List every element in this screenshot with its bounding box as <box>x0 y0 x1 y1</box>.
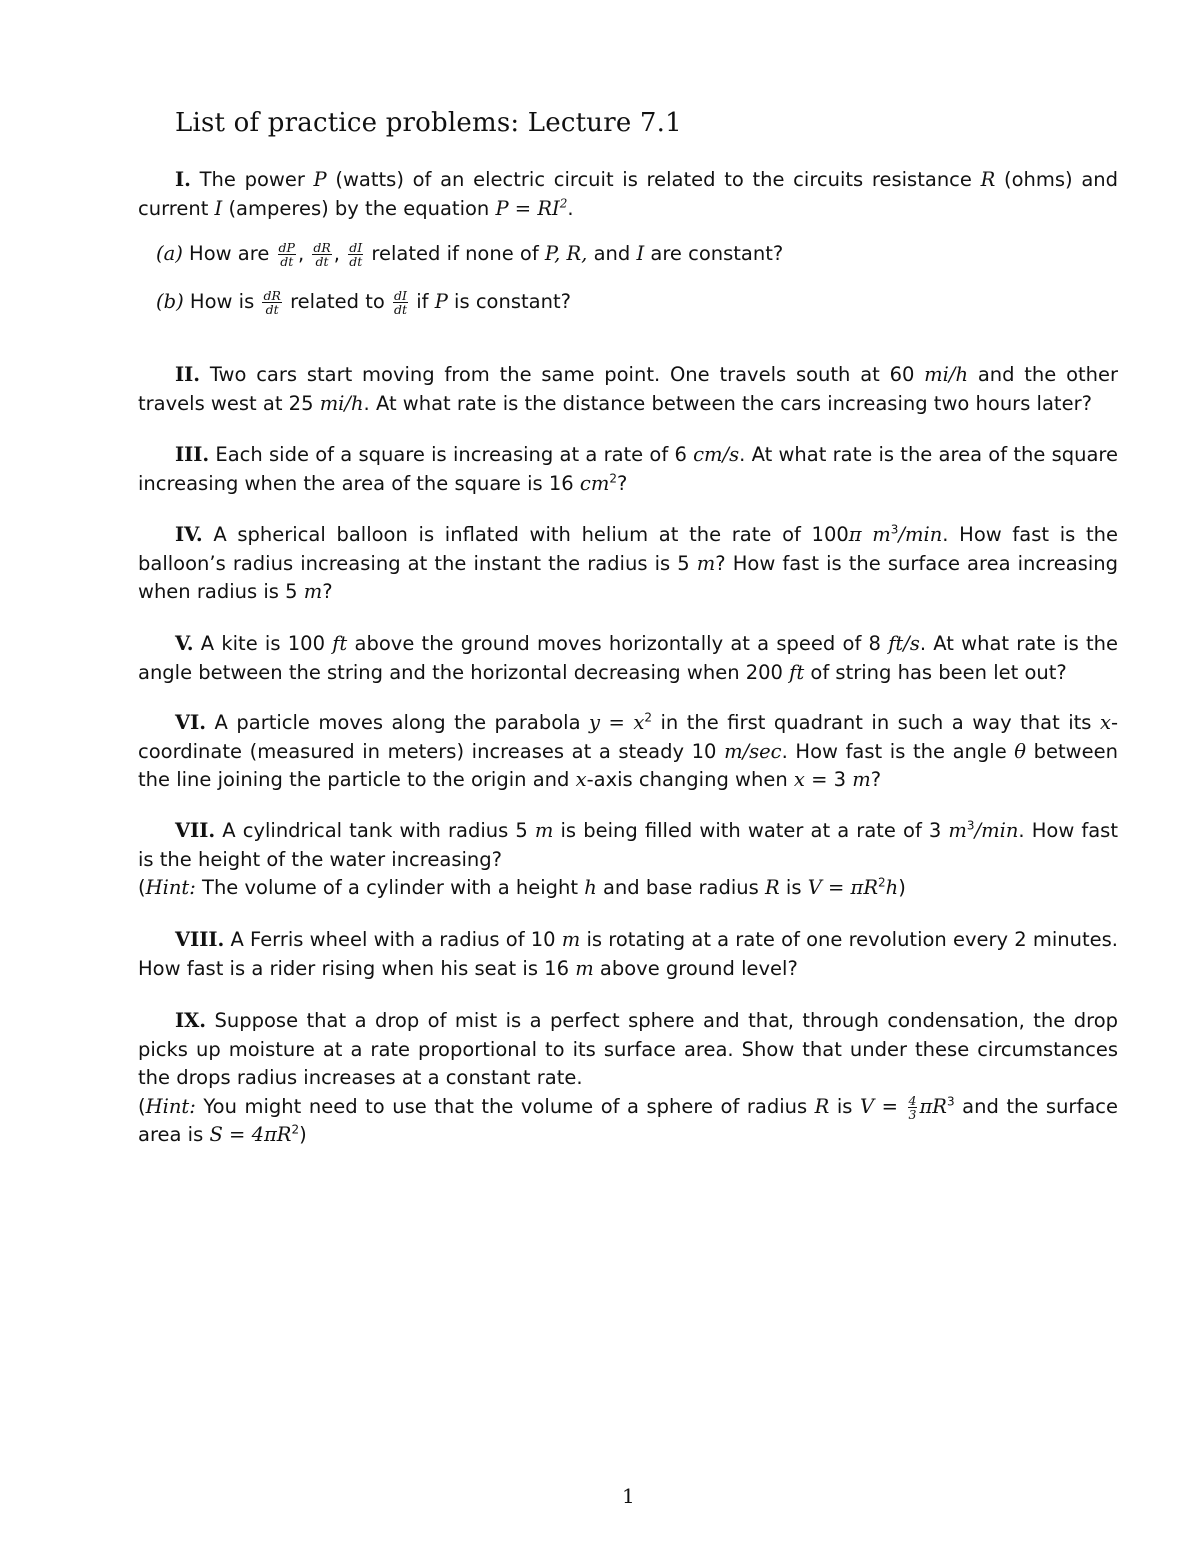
problem-1-part-b: (b) How is $\frac{dR}{dt}$ related to $\frac{dI}{dt}$ if P is constant? <box>156 288 571 317</box>
problem-4: IV. A spherical balloon is inflated with helium at the rate of 100π $m^3/\min$. How fast is the balloon’s radius increasing at the instant the radius is 5 m? How fast is the surface area increasing when radius is 5 m? <box>138 522 1118 603</box>
problem-number: III. <box>175 443 210 466</box>
part-label: (a) <box>156 242 183 265</box>
problem-8: VIII. A Ferris wheel with a radius of 10 m is rotating at a rate of one revolution every 2 minutes. How fast is a rider rising when his seat is 16 m above ground level? <box>138 928 1119 980</box>
problem-1-statement: I. The power P (watts) of an electric circuit is related to the circuits resistance R (ohms) and current I (amperes) by the equation $P = RI^2$. <box>138 168 1119 220</box>
problem-1-part-a: (a) How are $\frac{dP}{dt}$ , $\frac{dR}{dt}$ , $\frac{dI}{dt}$ related if none of P, R, and I are constant? <box>156 240 784 269</box>
problem-9: IX. Suppose that a drop of mist is a perfect sphere and that, through condensation, the drop picks up moisture at a rate proportional to its surface area. Show that under these circumstances the drops radius increases at a constant rate. (Hint: You might need to use that the volume of a sphere of radius R is V = $\frac{4}{3}$ $\pi R^3$ and the surface area is $S = 4\pi R^2$) <box>138 1007 1118 1150</box>
part-label: (b) <box>156 290 184 313</box>
fraction: $\frac{dR}{dt}$ <box>313 240 331 269</box>
problem-number: VIII. <box>175 928 225 951</box>
fraction: $\frac{dR}{dt}$ <box>263 288 281 317</box>
page-title: List of practice problems: Lecture 7.1 <box>175 108 682 138</box>
fraction: $\frac{dP}{dt}$ <box>278 240 295 269</box>
problem-number: IV. <box>175 523 203 546</box>
problem-1 <box>138 166 1118 223</box>
hint: (Hint: The volume of a cylinder with a height h and base radius R is $V = \pi R^2h$) <box>138 875 906 899</box>
problem-number: I. <box>175 168 191 191</box>
problem-5: V. A kite is 100 ft above the ground moves horizontally at a speed of 8 ft/s. At what rate is the angle between the string and the horizontal decreasing when 200 ft of string has been let out? <box>138 632 1118 684</box>
problem-2: II. Two cars start moving from the same point. One travels south at 60 mi/h and the other travels west at 25 mi/h. At what rate is the distance between the cars increasing two hours later? <box>138 363 1119 415</box>
problem-number: VII. <box>175 819 216 842</box>
problem-number: II. <box>175 363 201 386</box>
hint: (Hint: You might need to use that the volume of a sphere of radius R is V = $\frac{4}{3}$ $\pi R^3$ and the surface area is $S = 4\pi R^2$) <box>138 1092 1118 1146</box>
problem-6: VI. A particle moves along the parabola $y = x^2$ in the first quadrant in such a way that its x-coordinate (measured in meters) increases at a steady 10 m/sec. How fast is the angle θ between the line joining the particle to the origin and x-axis changing when x = 3 m? <box>138 710 1119 791</box>
problem-number: V. <box>175 632 194 655</box>
page-number: 1 <box>622 1484 635 1508</box>
problem-number: IX. <box>175 1009 207 1032</box>
fraction: $\frac{4}{3}$ <box>908 1092 917 1122</box>
fraction: $\frac{dI}{dt}$ <box>349 240 363 269</box>
fraction: $\frac{dI}{dt}$ <box>394 288 408 317</box>
problem-7: VII. A cylindrical tank with radius 5 m is being filled with water at a rate of 3 $m^3/\min$. How fast is the height of the water increasing? (Hint: The volume of a cylinder with a height h and base radius R is $V = \pi R^2h$) <box>138 817 1118 903</box>
problem-3: III. Each side of a square is increasing at a rate of 6 cm/s. At what rate is the area of the square increasing when the area of the square is 16 $cm^2$? <box>138 443 1119 495</box>
problem-number: VI. <box>175 711 207 734</box>
